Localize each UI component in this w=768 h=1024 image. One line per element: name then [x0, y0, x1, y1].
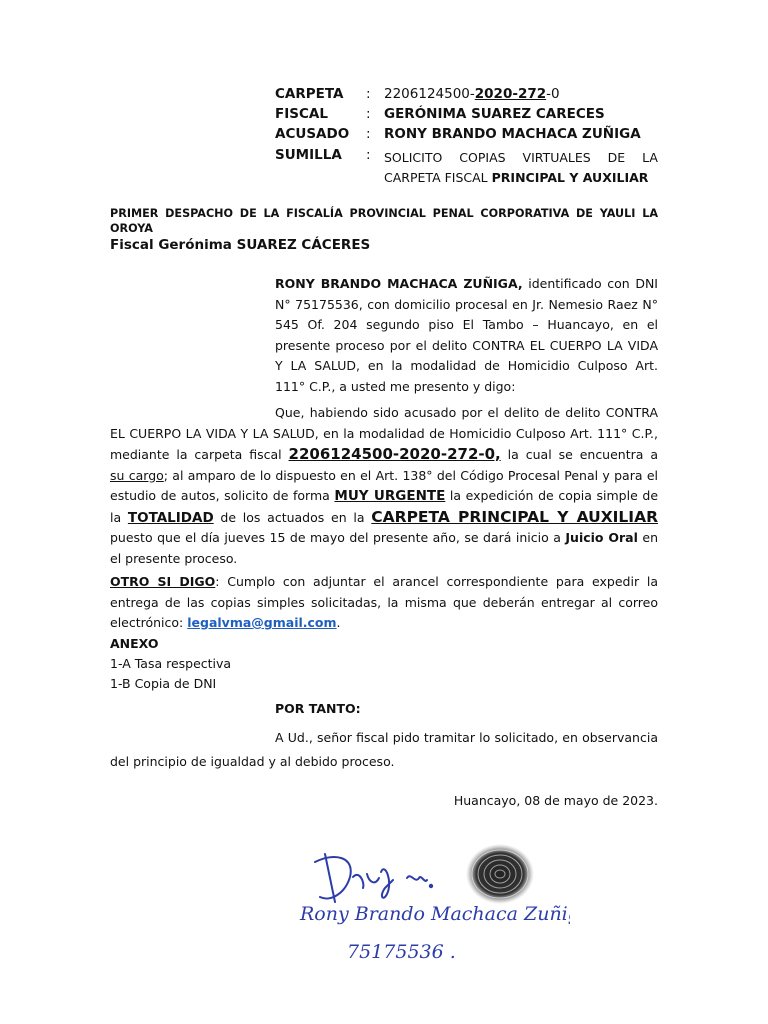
carpeta-label: CARPETA [275, 86, 344, 102]
signature [275, 822, 570, 1002]
date-line: Huancayo, 08 de mayo de 2023. [453, 793, 658, 808]
signature-name: Rony Brando Machaca Zuñiga [300, 903, 570, 925]
fiscal-colon: : [366, 106, 371, 122]
por-tanto-title: POR TANTO: [275, 701, 361, 716]
anexo-item: 1-A Tasa respectiva [110, 656, 232, 671]
otrosi-paragraph: OTRO SI DIGO: Cumplo con adjuntar el arancel correspondiente para expedir la entrega de las copias simples solicitadas, la misma que deberán entregar al correo electrónico: legalvma@gmail.com. [110, 574, 658, 630]
fiscal-label: FISCAL [275, 106, 328, 122]
por-tanto-line-2: del principio de igualdad y al debido proceso. [110, 754, 395, 769]
por-tanto-line-1: A Ud., señor fiscal pido tramitar lo solicitado, en observancia [275, 730, 658, 745]
acusado-label: ACUSADO [275, 126, 350, 142]
anexo-title: ANEXO [110, 636, 159, 651]
office-name: PRIMER DESPACHO DE LA FISCALÍA PROVINCIAL PENAL CORPORATIVA DE YAULI LA OROYA [110, 207, 658, 235]
signature-dni: 75175536 . [347, 941, 456, 963]
email-link[interactable]: legalvma@gmail.com [187, 615, 337, 630]
fiscal-value: GERÓNIMA SUAREZ CARECES [384, 106, 605, 122]
intro-paragraph: RONY BRANDO MACHACA ZUÑIGA, identificado con DNI N° 75175536, con domicilio procesal en Jr. Nemesio Raez N° 545 Of. 204 segundo piso El Tambo – Huancayo, en el presente proceso por el delito CONTRA EL CUERPO LA VIDA Y LA SALUD, en la modalidad de Homicidio Culposo Art. 111° C.P., a usted me presento y digo: [275, 276, 658, 394]
sumilla-value [384, 148, 658, 187]
sumilla-label: SUMILLA [275, 147, 342, 163]
acusado-value: RONY BRANDO MACHACA ZUÑIGA [384, 126, 641, 142]
sumilla-line-2: CARPETA FISCAL PRINCIPAL Y AUXILIAR [384, 169, 649, 185]
addressee-fiscal: Fiscal Gerónima SUAREZ CÁCERES [110, 237, 371, 253]
signature-image [275, 822, 570, 1002]
body-paragraph: Que, habiendo sido acusado por el delito de delito CONTRA EL CUERPO LA VIDA Y LA SALUD, en la modalidad de Homicidio Culposo Art. 111° C.P., mediante la carpeta fiscal 2206124500-2020-272-0, la cual se encuentra a su cargo; al amparo de lo dispuesto en el Art. 138° del Código Procesal Penal y para el estudio de autos, solicito de forma MUY URGENTE la expedición de copia simple de la TOTALIDAD de los actuados en la CARPETA PRINCIPAL Y AUXILIAR puesto que el día jueves 15 de mayo del presente año, se dará inicio a Juicio Oral en el presente proceso. [110, 405, 659, 566]
carpeta-colon: : [366, 86, 371, 102]
sumilla-colon: : [366, 147, 371, 163]
carpeta-value: 2206124500-2020-272-0 [384, 86, 560, 102]
sumilla-line-1: SOLICITO COPIAS VIRTUALES DE LA [384, 150, 658, 165]
acusado-colon: : [366, 126, 371, 142]
fingerprint-icon [466, 844, 534, 904]
anexo-item: 1-B Copia de DNI [110, 676, 217, 691]
